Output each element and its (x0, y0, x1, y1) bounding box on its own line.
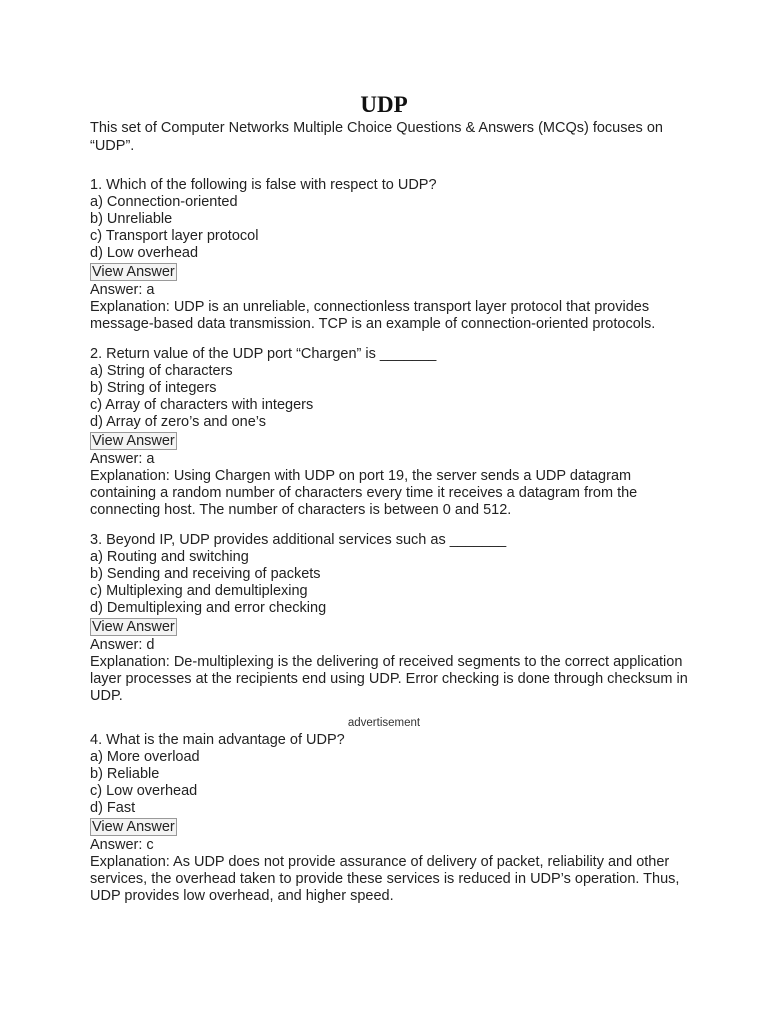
view-answer-button[interactable]: View Answer (92, 619, 175, 635)
explanation-text: Explanation: As UDP does not provide assurance of delivery of packet, reliability and other services, the overhead taken to provide these services is reduced in UDP’s operation. Thus, UDP provides low overhead, and higher speed. (90, 854, 680, 904)
question-text: 2. Return value of the UDP port “Chargen” is _______ (90, 346, 437, 362)
option-c: c) Multiplexing and demultiplexing (90, 583, 308, 599)
question-text: 4. What is the main advantage of UDP? (90, 732, 345, 748)
option-b: b) Reliable (90, 766, 160, 782)
option-d: d) Demultiplexing and error checking (90, 600, 327, 616)
answer-text: Answer: d (90, 637, 155, 653)
option-c: c) Low overhead (90, 783, 198, 799)
option-a: a) String of characters (90, 363, 233, 379)
view-answer-button[interactable]: View Answer (92, 819, 175, 835)
option-d: d) Array of zero’s and one’s (90, 414, 266, 430)
option-a: a) Routing and switching (90, 549, 249, 565)
answer-text: Answer: a (90, 451, 155, 467)
explanation-text: Explanation: UDP is an unreliable, connectionless transport layer protocol that provides message-based data transmission. TCP is an example of connection-oriented protocols. (90, 299, 656, 332)
advertisement-label: advertisement (347, 717, 421, 729)
question-text: 1. Which of the following is false with respect to UDP? (90, 177, 437, 193)
answer-text: Answer: c (90, 837, 154, 853)
question-block-2 (90, 346, 690, 519)
question-block-3 (90, 532, 690, 705)
answer-text: Answer: a (90, 282, 155, 298)
option-d: d) Low overhead (90, 245, 199, 261)
option-c: c) Array of characters with integers (90, 397, 314, 413)
question-block-4 (90, 732, 690, 905)
option-b: b) Sending and receiving of packets (90, 566, 321, 582)
question-block-1 (90, 177, 690, 333)
option-b: b) Unreliable (90, 211, 173, 227)
option-c: c) Transport layer protocol (90, 228, 259, 244)
option-d: d) Fast (90, 800, 136, 816)
intro-text: This set of Computer Networks Multiple Choice Questions & Answers (MCQs) focuses on “UDP”. (90, 120, 663, 154)
explanation-text: Explanation: Using Chargen with UDP on port 19, the server sends a UDP datagram containing a random number of characters every time it receives a datagram from the connecting host. The number of characters is between 0 and 512. (90, 468, 638, 518)
page-title: UDP (360, 92, 408, 117)
view-answer-button[interactable]: View Answer (92, 433, 175, 449)
option-a: a) Connection-oriented (90, 194, 238, 210)
option-b: b) String of integers (90, 380, 217, 396)
question-text: 3. Beyond IP, UDP provides additional services such as _______ (90, 532, 507, 548)
explanation-text: Explanation: De-multiplexing is the delivering of received segments to the correct application layer processes at the recipients end using UDP. Error checking is done through checksum in UDP. (90, 654, 688, 704)
option-a: a) More overload (90, 749, 200, 765)
view-answer-button[interactable]: View Answer (92, 264, 175, 280)
